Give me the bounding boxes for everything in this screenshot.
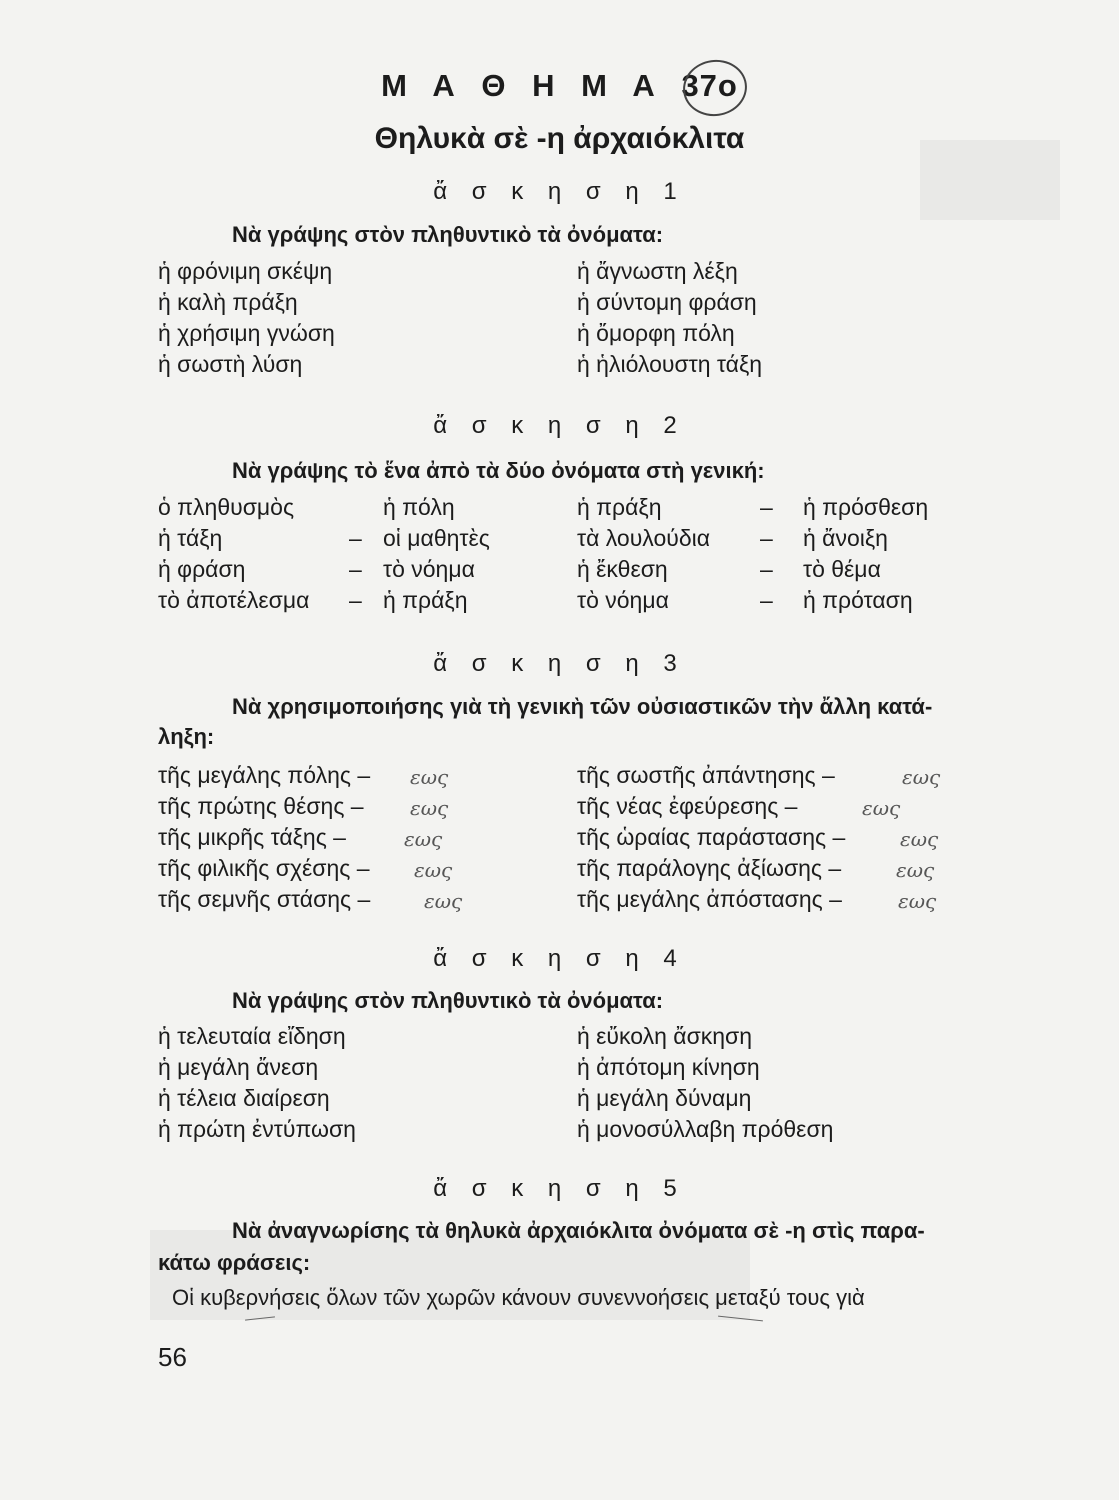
handwritten-answer: εως <box>902 765 941 789</box>
exercise-2-noun: ἡ ἄνοιξη <box>803 525 888 551</box>
exercise-3-item: τῆς μεγάλης ἀπόστασης – <box>577 886 842 912</box>
exercise-4-item: ἡ τέλεια διαίρεση <box>158 1085 330 1111</box>
lesson-word: Μ Α Θ Η Μ Α <box>381 68 664 103</box>
exercise-1-item: ἡ σύντομη φράση <box>577 289 757 315</box>
exercise-3-item: τῆς φιλικῆς σχέσης – <box>158 855 370 881</box>
handwritten-answer: εως <box>896 858 935 882</box>
exercise-2-noun: ἡ πρόταση <box>803 587 913 613</box>
exercise-1-heading: ἄ σ κ η σ η 1 <box>433 178 686 205</box>
lesson-subtitle: Θηλυκὰ σὲ -η ἀρχαιόκλιτα <box>374 122 745 155</box>
exercise-4-item: ἡ μονοσύλλαβη πρόθεση <box>577 1116 834 1142</box>
exercise-2-noun: ἡ ἔκθεση <box>577 556 668 582</box>
lesson-number: 37ο <box>681 68 738 103</box>
lesson-title <box>0 68 1119 104</box>
exercise-2-noun: ἡ τάξη <box>158 525 223 551</box>
exercise-3-item: τῆς σωστῆς ἀπάντησης – <box>577 762 835 788</box>
exercise-5-instruction-cont: κάτω φράσεις: <box>158 1250 311 1275</box>
handwritten-circle <box>679 56 750 120</box>
exercise-1-item: ἡ σωστὴ λύση <box>158 351 303 377</box>
exercise-3-item: τῆς πρώτης θέσης – <box>158 793 364 819</box>
exercise-2-noun: τὸ νόημα <box>577 587 669 613</box>
exercise-2-heading: ἄ σ κ η σ η 2 <box>433 412 686 439</box>
exercise-3-item: τῆς μεγάλης πόλης – <box>158 762 371 788</box>
dash: – <box>760 556 773 582</box>
exercise-5-instruction: Νὰ ἀναγνωρίσης τὰ θηλυκὰ ἀρχαιόκλιτα ὀνόματα σὲ -η στὶς παρα- <box>232 1218 925 1243</box>
handwritten-answer: εως <box>898 889 937 913</box>
exercise-2-noun: οἱ μαθητὲς <box>383 525 490 551</box>
exercise-2-noun: ὁ πληθυσμὸς <box>158 494 295 520</box>
dash: – <box>349 525 362 551</box>
exercise-2-noun: τὸ νόημα <box>383 556 475 582</box>
exercise-2-noun: ἡ πράξη <box>383 587 468 613</box>
dash: – <box>349 587 362 613</box>
handwritten-answer: εως <box>424 889 463 913</box>
handwritten-answer: εως <box>410 796 449 820</box>
exercise-2-noun: ἡ πράξη <box>577 494 662 520</box>
exercise-1-instruction: Νὰ γράψης στὸν πληθυντικὸ τὰ ὀνόματα: <box>232 222 664 247</box>
exercise-4-item: ἡ εὔκολη ἄσκηση <box>577 1023 753 1049</box>
exercise-2-noun: ἡ φράση <box>158 556 246 582</box>
exercise-4-item: ἡ μεγάλη ἄνεση <box>158 1054 319 1080</box>
exercise-1-item: ἡ ὄμορφη πόλη <box>577 320 735 346</box>
exercise-1-item: ἡ ἄγνωστη λέξη <box>577 258 738 284</box>
exercise-5-sentence: Οἱ κυβερνήσεις ὅλων τῶν χωρῶν κάνουν συνεννοήσεις μεταξύ τους γιὰ <box>172 1285 865 1310</box>
exercise-4-heading: ἄ σ κ η σ η 4 <box>433 945 686 972</box>
handwritten-answer: εως <box>404 827 443 851</box>
exercise-2-instruction: Νὰ γράψης τὸ ἕνα ἀπὸ τὰ δύο ὀνόματα στὴ γενική: <box>232 458 765 483</box>
dash: – <box>760 587 773 613</box>
exercise-1-item: ἡ ἡλιόλουστη τάξη <box>577 351 763 377</box>
exercise-1-item: ἡ χρήσιμη γνώση <box>158 320 335 346</box>
handwritten-answer: εως <box>900 827 939 851</box>
exercise-3-heading: ἄ σ κ η σ η 3 <box>433 650 686 677</box>
exercise-4-item: ἡ ἀπότομη κίνηση <box>577 1054 760 1080</box>
handwritten-answer: εως <box>414 858 453 882</box>
exercise-4-instruction: Νὰ γράψης στὸν πληθυντικὸ τὰ ὀνόματα: <box>232 988 664 1013</box>
exercise-4-item: ἡ μεγάλη δύναμη <box>577 1085 752 1111</box>
exercise-3-instruction-cont: ληξη: <box>158 724 215 749</box>
exercise-2-noun: ἡ πρόσθεση <box>803 494 929 520</box>
dash: – <box>760 525 773 551</box>
exercise-2-noun: τὸ θέμα <box>803 556 881 582</box>
exercise-2-noun: τὰ λουλούδια <box>577 525 711 551</box>
exercise-4-item: ἡ τελευταία εἴδηση <box>158 1023 346 1049</box>
exercise-3-instruction: Νὰ χρησιμοποιήσης γιὰ τὴ γενικὴ τῶν οὐσιαστικῶν τὴν ἄλλη κατά- <box>232 694 933 719</box>
handwritten-answer: εως <box>862 796 901 820</box>
exercise-3-item: τῆς μικρῆς τάξης – <box>158 824 346 850</box>
dash: – <box>349 556 362 582</box>
exercise-3-item: τῆς σεμνῆς στάσης – <box>158 886 371 912</box>
dash: – <box>760 494 773 520</box>
exercise-2-noun: τὸ ἀποτέλεσμα <box>158 587 310 613</box>
handwritten-answer: εως <box>410 765 449 789</box>
exercise-2-noun: ἡ πόλη <box>383 494 455 520</box>
exercise-5-heading: ἄ σ κ η σ η 5 <box>433 1175 686 1202</box>
exercise-1-item: ἡ καλὴ πράξη <box>158 289 298 315</box>
page-number: 56 <box>158 1342 187 1372</box>
exercise-4-item: ἡ πρώτη ἐντύπωση <box>158 1116 356 1142</box>
exercise-3-item: τῆς ὡραίας παράστασης – <box>577 824 846 850</box>
exercise-1-item: ἡ φρόνιμη σκέψη <box>158 258 333 284</box>
exercise-3-item: τῆς παράλογης ἀξίωσης – <box>577 855 842 881</box>
exercise-3-item: τῆς νέας ἐφεύρεσης – <box>577 793 798 819</box>
